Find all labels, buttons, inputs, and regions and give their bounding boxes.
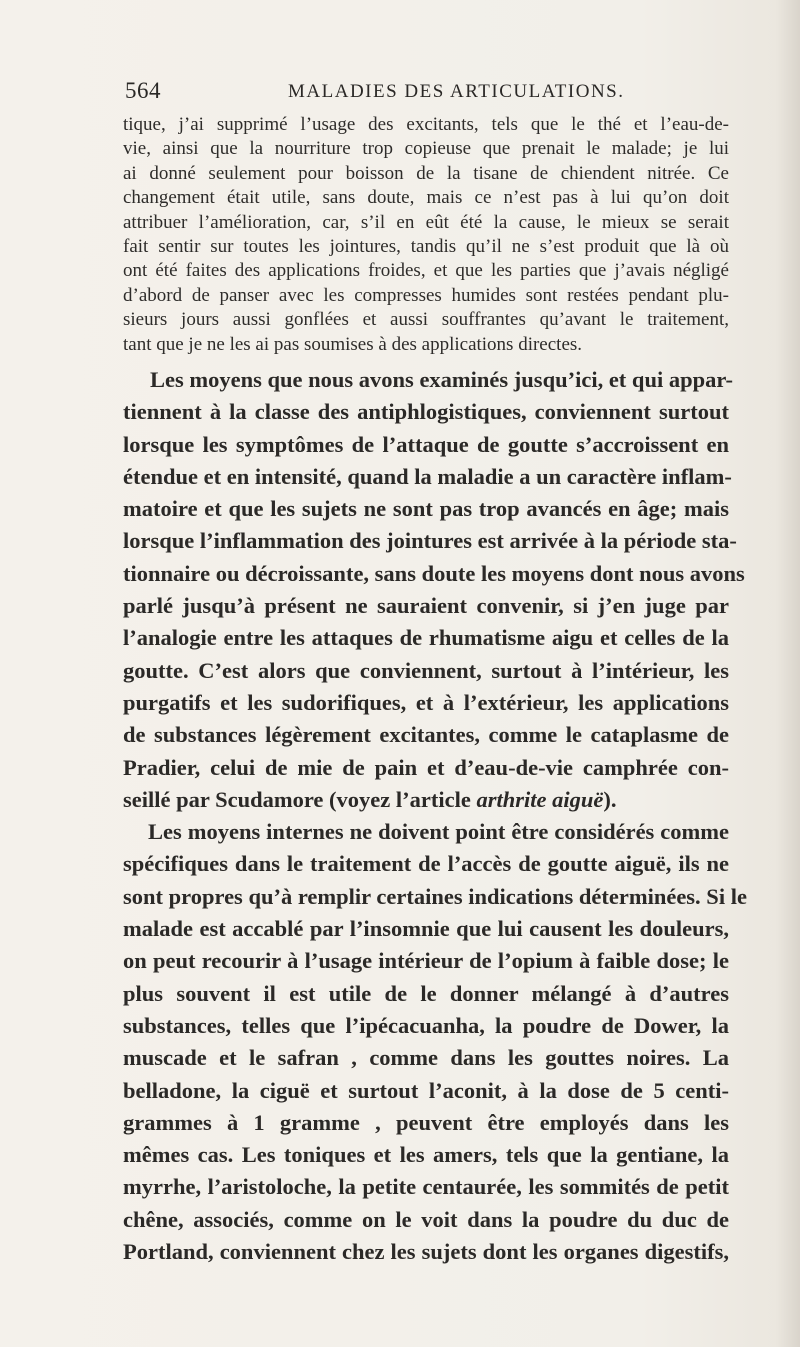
text-line: ai donné seulement pour boisson de la tisane de chiendent nitrée. Ce (123, 162, 729, 184)
text-line: parlé jusqu’à présent ne sauraient convenir, si j’en juge par (123, 593, 729, 619)
main-text (123, 364, 747, 1268)
text-line: plus souvent il est utile de le donner mélangé à d’autres (123, 980, 729, 1006)
text-line: mêmes cas. Les toniques et les amers, tels que la gentiane, la (123, 1142, 729, 1168)
text-line: on peut recourir à l’usage intérieur de l’opium à faible dose; le (123, 948, 729, 974)
text-line: lorsque les symptômes de l’attaque de goutte s’accroissent en (123, 431, 729, 457)
text-line: lorsque l’inflammation des jointures est arrivée à la période sta- (123, 528, 737, 554)
page-header (125, 78, 725, 108)
text-line: chêne, associés, comme on le voit dans la poudre du duc de (123, 1206, 729, 1232)
text-line: étendue et en intensité, quand la maladie a un caractère inflam- (123, 463, 732, 489)
text-line: Pradier, celui de mie de pain et d’eau-de-vie camphrée con- (123, 754, 729, 780)
text-line: matoire et que les sujets ne sont pas trop avancés en âge; mais (123, 496, 729, 522)
text-line: tique, j’ai supprimé l’usage des excitants, tels que le thé et l’eau-de- (123, 114, 729, 135)
text-line: l’analogie entre les attaques de rhumatisme aigu et celles de la (123, 625, 729, 651)
text-line: tionnaire ou décroissante, sans doute les moyens dont nous avons (123, 560, 745, 586)
text-line: Les moyens que nous avons examinés jusqu’ici, et qui appar- (150, 367, 734, 392)
text-line: belladone, la ciguë et surtout l’aconit, à la dose de 5 centi- (123, 1077, 729, 1103)
text-line: sont propres qu’à remplir certaines indications déterminées. Si le (123, 883, 747, 909)
italic-citation: arthrite aiguë (476, 786, 604, 812)
text-line: attribuer l’amélioration, car, s’il en eût été la cause, le mieux se serait (123, 211, 729, 233)
text-line: malade est accablé par l’insomnie que lui causent les douleurs, (123, 916, 729, 942)
text-segment: seillé par Scudamore (voyez l’article (123, 786, 477, 812)
text-line: goutte. C’est alors que conviennent, surtout à l’intérieur, les (123, 657, 729, 683)
running-head: MALADIES DES ARTICULATIONS. (288, 81, 625, 102)
text-line: ont été faites des applications froides, et que les parties que j’avais négligé (123, 260, 729, 282)
text-line: myrrhe, l’aristoloche, la petite centaurée, les sommités de petit (123, 1174, 729, 1200)
text-line: sieurs jours aussi gonflées et aussi souffrantes qu’avant le traitement, (123, 309, 729, 331)
page-number: 564 (125, 78, 161, 103)
text-line: substances, telles que l’ipécacuanha, la poudre de Dower, la (123, 1012, 729, 1038)
text-line: Portland, conviennent chez les sujets dont les organes digestifs, (123, 1239, 729, 1265)
text-segment: ). (603, 786, 617, 812)
text-line: tant que je ne les ai pas soumises à des applications directes. (123, 333, 583, 355)
text-line: tiennent à la classe des antiphlogistiques, conviennent surtout (123, 399, 729, 425)
text-line: vie, ainsi que la nourriture trop copieuse que prenait le malade; je lui (123, 138, 729, 160)
text-line: muscade et le safran , comme dans les gouttes noires. La (123, 1045, 729, 1071)
text-line: fait sentir sur toutes les jointures, tandis qu’il ne s’est produit que là où (123, 236, 729, 258)
text-line: d’abord de panser avec les compresses humides sont restées pendant plu- (123, 284, 729, 306)
text-line (123, 784, 729, 816)
text-line: changement était utile, sans doute, mais ce n’est pas à lui qu’on doit (123, 187, 729, 209)
text-line: de substances légèrement excitantes, comme le cataplasme de (123, 722, 729, 748)
paragraph-continued (123, 113, 729, 357)
text-line: Les moyens internes ne doivent point être considérés comme (148, 819, 729, 845)
text-line: spécifiques dans le traitement de l’accès de goutte aiguë, ils ne (123, 851, 729, 877)
text-line: grammes à 1 gramme , peuvent être employés dans les (123, 1109, 729, 1135)
text-line: purgatifs et les sudorifiques, et à l’extérieur, les applications (123, 689, 729, 715)
